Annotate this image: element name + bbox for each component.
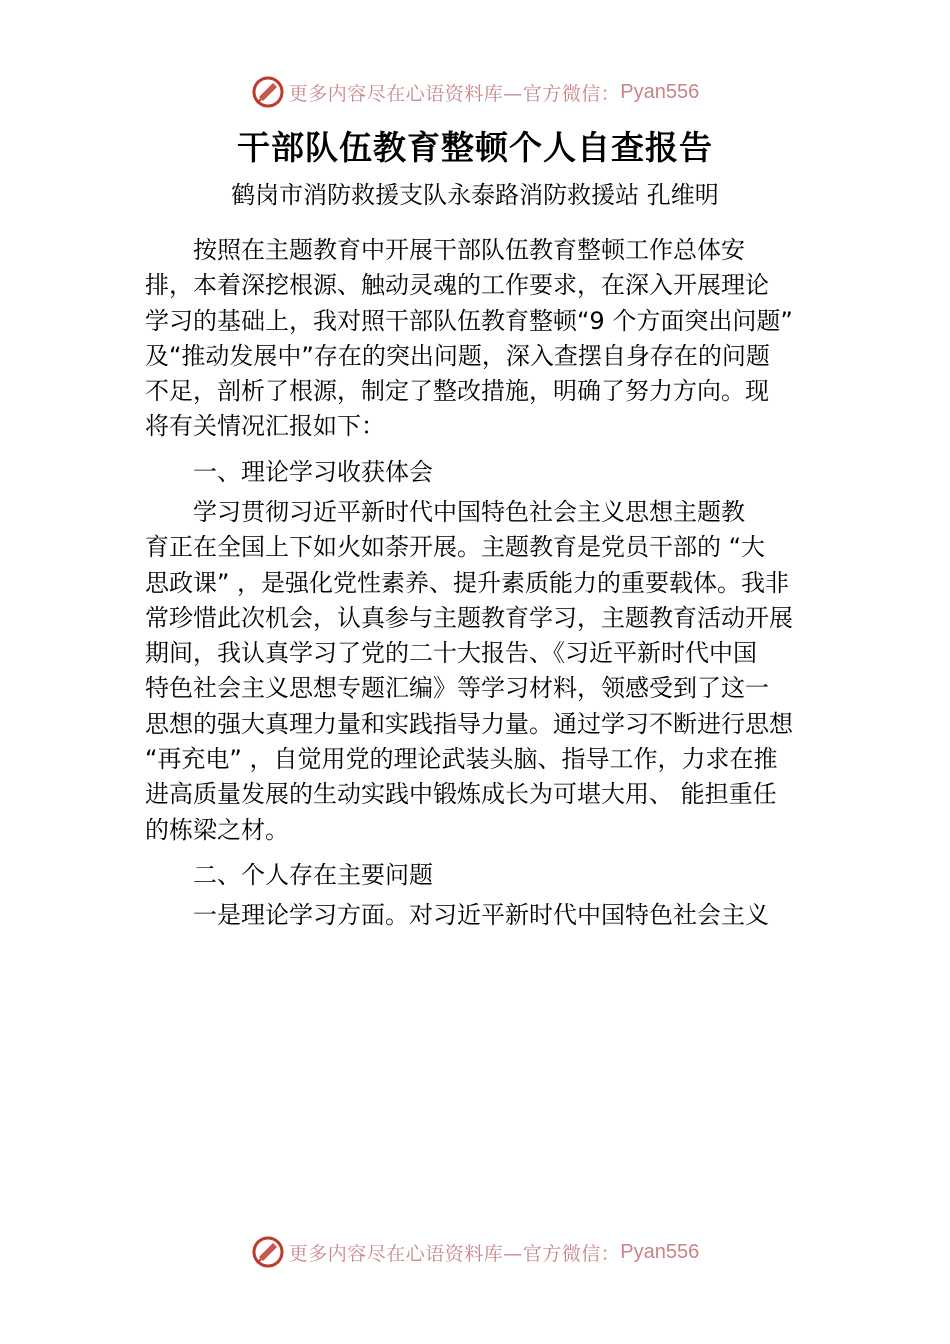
paragraph-line: 育正在全国上下如火如荼开展。主题教育是党员干部的 “大 — [145, 533, 766, 562]
section1-paragraph — [145, 495, 821, 848]
paragraph-line: 及“推动发展中”存在的突出问题，深入查摆自身存在的问题 — [145, 341, 770, 370]
paragraph-line: 一是理论学习方面。对习近平新时代中国特色社会主义 — [193, 901, 769, 929]
section-heading-text: 二、个人存在主要问题 — [193, 861, 433, 889]
paragraph-line: 思政课” ，是强化党性素养、提升素质能力的重要载体。我非 — [145, 568, 790, 597]
footer-watermark — [0, 1232, 950, 1272]
section-heading-1 — [145, 455, 821, 490]
paragraph-line: 按照在主题教育中开展干部队伍教育整顿工作总体安 — [193, 236, 745, 264]
header-watermark — [0, 72, 950, 112]
section-heading-2 — [145, 858, 821, 893]
paragraph-line: 常珍惜此次机会，认真参与主题教育学习，主题教育活动开展 — [145, 603, 793, 632]
paragraph-line: 排，本着深挖根源、触动灵魂的工作要求，在深入开展理论 — [145, 271, 769, 300]
document-author: 鹤岗市消防救援支队永泰路消防救援站 孔维明 — [231, 181, 719, 209]
section2-paragraph — [145, 898, 821, 933]
intro-paragraph — [145, 233, 821, 445]
watermark-text: 更多内容尽在心语资料库—官方微信： — [288, 82, 621, 105]
watermark-logo-icon — [251, 1235, 285, 1269]
paragraph-line: 的栋梁之材。 — [145, 815, 289, 844]
paragraph-line: 思想的强大真理力量和实践指导力量。通过学习不断进行思想 — [145, 709, 793, 738]
paragraph-line: “再充电” ，自觉用党的理论武装头脑、指导工作，力求在推 — [145, 745, 778, 774]
watermark-logo-icon — [251, 75, 285, 109]
watermark-text: 更多内容尽在心语资料库—官方微信： — [288, 1242, 621, 1265]
watermark-wechat-id: Pyan556 — [620, 1240, 700, 1263]
paragraph-line: 期间，我认真学习了党的二十大报告、《习近平新时代中国 — [145, 639, 757, 668]
document-title: 干部队伍教育整顿个人自查报告 — [237, 128, 713, 167]
paragraph-line: 不足，剖析了根源，制定了整改措施，明确了努力方向。现 — [145, 377, 769, 406]
paragraph-line: 进高质量发展的生动实践中锻炼成长为可堪大用、 能担重任 — [145, 780, 777, 809]
section-heading-text: 一、理论学习收获体会 — [193, 458, 433, 486]
watermark-wechat-id: Pyan556 — [620, 80, 700, 103]
paragraph-line: 将有关情况汇报如下： — [145, 412, 385, 441]
paragraph-line: 学习贯彻习近平新时代中国特色社会主义思想主题教 — [193, 498, 745, 526]
paragraph-line: 特色社会主义思想专题汇编》等学习材料，领感受到了这一 — [145, 674, 769, 703]
paragraph-line: 学习的基础上，我对照干部队伍教育整顿“9 个方面突出问题” — [145, 306, 793, 335]
